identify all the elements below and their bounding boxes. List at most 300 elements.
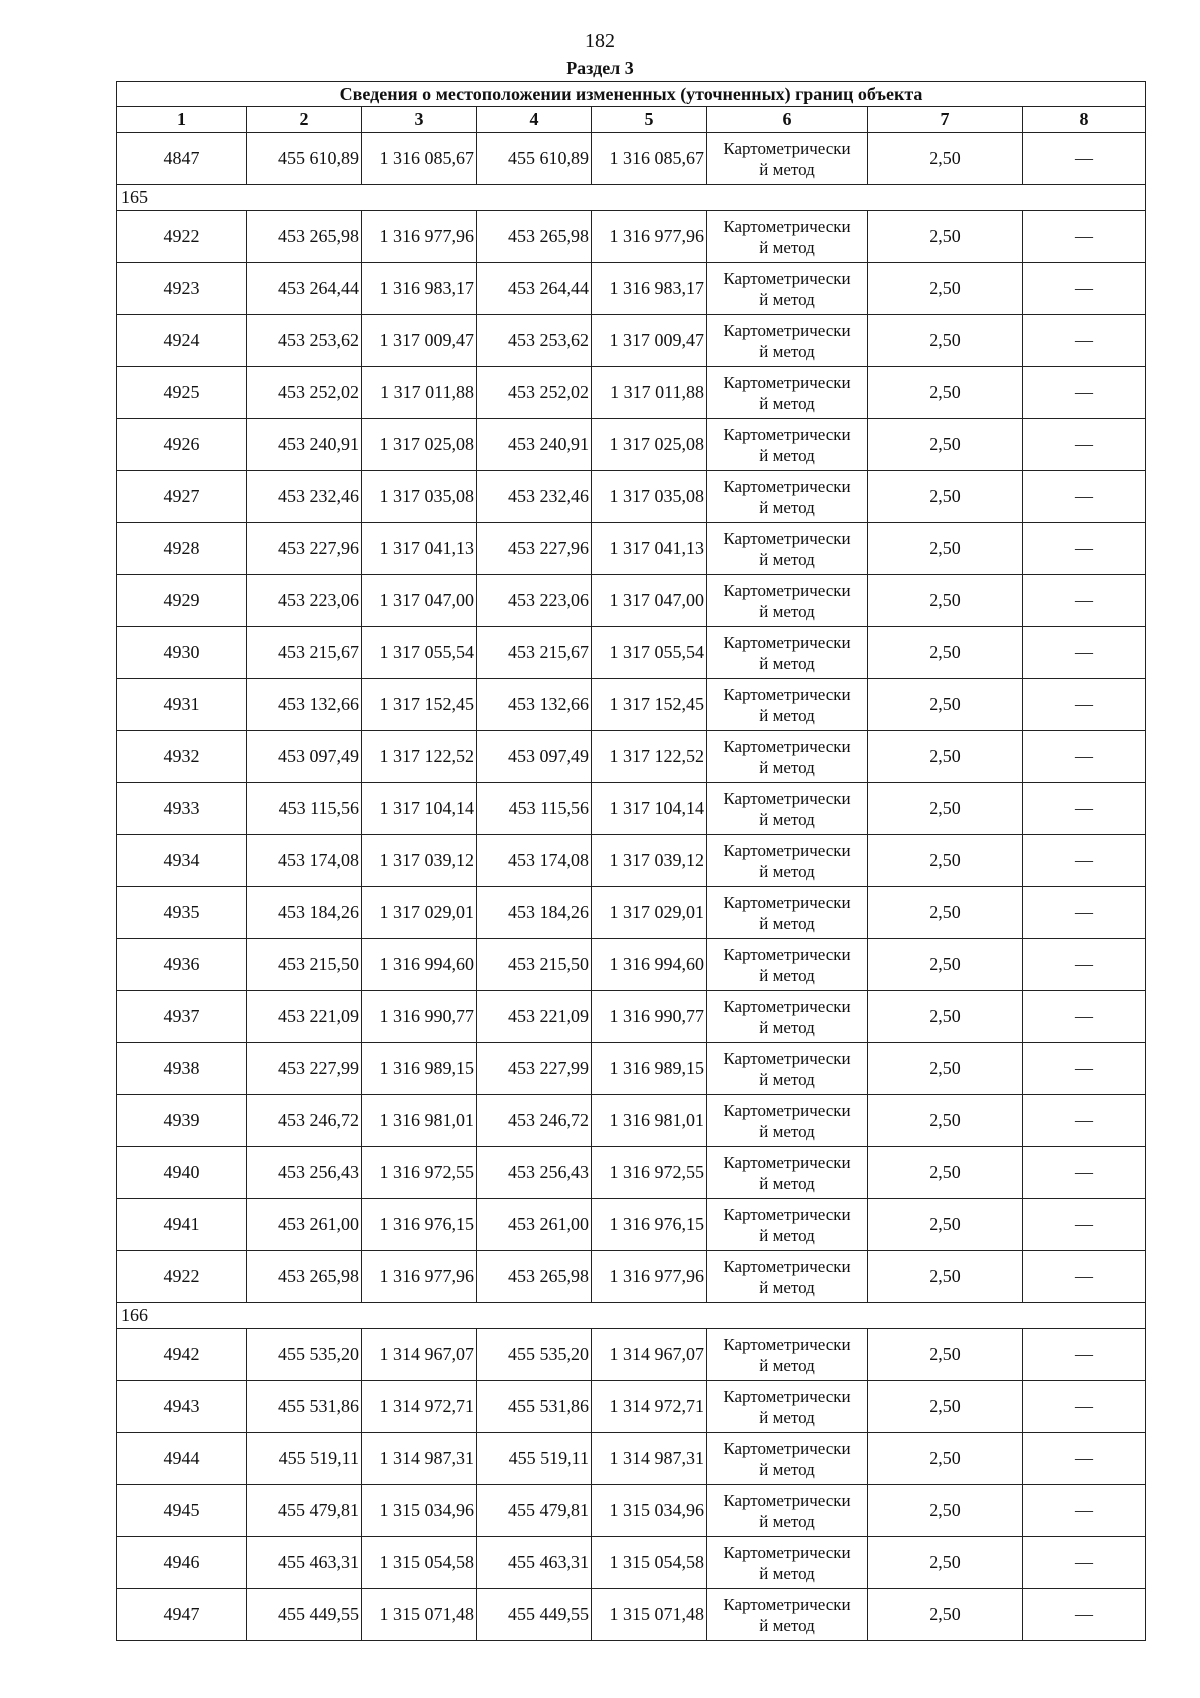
method-line-2: й метод (759, 706, 815, 725)
new-x-cell: 453 232,46 (477, 471, 592, 523)
point-number-cell: 4938 (117, 1043, 247, 1095)
existing-x-cell: 453 246,72 (247, 1095, 362, 1147)
accuracy-cell: 2,50 (868, 575, 1023, 627)
page-number: 182 (585, 30, 615, 52)
new-y-cell: 1 317 029,01 (592, 887, 707, 939)
accuracy-cell: 2,50 (868, 1199, 1023, 1251)
method-line-1: Картометрически (723, 997, 851, 1016)
method-cell (707, 783, 868, 835)
accuracy-cell: 2,50 (868, 523, 1023, 575)
method-cell (707, 419, 868, 471)
method-line-1: Картометрически (723, 425, 851, 444)
column-8-cell: — (1023, 1199, 1146, 1251)
point-number-cell: 4931 (117, 679, 247, 731)
new-y-cell: 1 317 009,47 (592, 315, 707, 367)
method-line-1: Картометрически (723, 1387, 851, 1406)
method-line-1: Картометрически (723, 139, 851, 158)
new-y-cell: 1 315 034,96 (592, 1485, 707, 1537)
existing-x-cell: 453 115,56 (247, 783, 362, 835)
method-line-1: Картометрически (723, 269, 851, 288)
existing-y-cell: 1 315 034,96 (362, 1485, 477, 1537)
existing-x-cell: 453 223,06 (247, 575, 362, 627)
point-number-cell: 4924 (117, 315, 247, 367)
method-line-1: Картометрически (723, 1335, 851, 1354)
existing-x-cell: 453 174,08 (247, 835, 362, 887)
new-y-cell: 1 317 122,52 (592, 731, 707, 783)
method-line-1: Картометрически (723, 737, 851, 756)
existing-y-cell: 1 314 987,31 (362, 1433, 477, 1485)
method-cell (707, 211, 868, 263)
method-line-1: Картометрически (723, 1595, 851, 1614)
existing-y-cell: 1 317 011,88 (362, 367, 477, 419)
point-number-cell: 4929 (117, 575, 247, 627)
method-cell (707, 1251, 868, 1303)
method-line-2: й метод (759, 238, 815, 257)
new-y-cell: 1 316 989,15 (592, 1043, 707, 1095)
existing-x-cell: 453 265,98 (247, 1251, 362, 1303)
method-cell (707, 1589, 868, 1641)
table-caption: Сведения о местоположении измененных (уточненных) границ объекта (117, 82, 1146, 107)
table-row (117, 523, 1146, 575)
method-cell (707, 1433, 868, 1485)
table-row (117, 1433, 1146, 1485)
method-cell (707, 133, 868, 185)
column-number: 6 (707, 107, 868, 133)
accuracy-cell: 2,50 (868, 835, 1023, 887)
new-y-cell: 1 316 976,15 (592, 1199, 707, 1251)
column-number-row (117, 107, 1146, 133)
method-line-2: й метод (759, 1408, 815, 1427)
existing-y-cell: 1 317 152,45 (362, 679, 477, 731)
existing-y-cell: 1 316 972,55 (362, 1147, 477, 1199)
table-row (117, 133, 1146, 185)
method-line-2: й метод (759, 1616, 815, 1635)
group-label: 165 (117, 185, 1146, 211)
point-number-cell: 4942 (117, 1329, 247, 1381)
method-cell (707, 835, 868, 887)
point-number-cell: 4925 (117, 367, 247, 419)
accuracy-cell: 2,50 (868, 1433, 1023, 1485)
table-row (117, 887, 1146, 939)
table-row (117, 1199, 1146, 1251)
method-line-2: й метод (759, 550, 815, 569)
method-line-2: й метод (759, 966, 815, 985)
point-number-cell: 4939 (117, 1095, 247, 1147)
new-y-cell: 1 317 025,08 (592, 419, 707, 471)
table-row (117, 627, 1146, 679)
new-x-cell: 453 215,50 (477, 939, 592, 991)
new-x-cell: 453 252,02 (477, 367, 592, 419)
table-row (117, 263, 1146, 315)
method-line-2: й метод (759, 1278, 815, 1297)
existing-x-cell: 455 610,89 (247, 133, 362, 185)
method-line-2: й метод (759, 1174, 815, 1193)
existing-y-cell: 1 317 104,14 (362, 783, 477, 835)
accuracy-cell: 2,50 (868, 1147, 1023, 1199)
column-8-cell: — (1023, 731, 1146, 783)
new-x-cell: 453 240,91 (477, 419, 592, 471)
method-line-2: й метод (759, 1460, 815, 1479)
new-x-cell: 453 132,66 (477, 679, 592, 731)
method-cell (707, 731, 868, 783)
existing-y-cell: 1 316 976,15 (362, 1199, 477, 1251)
existing-x-cell: 453 215,50 (247, 939, 362, 991)
accuracy-cell: 2,50 (868, 263, 1023, 315)
point-number-cell: 4941 (117, 1199, 247, 1251)
accuracy-cell: 2,50 (868, 315, 1023, 367)
column-8-cell: — (1023, 1433, 1146, 1485)
new-x-cell: 453 184,26 (477, 887, 592, 939)
column-8-cell: — (1023, 1147, 1146, 1199)
existing-x-cell: 453 184,26 (247, 887, 362, 939)
method-line-2: й метод (759, 758, 815, 777)
column-8-cell: — (1023, 1589, 1146, 1641)
method-cell (707, 1485, 868, 1537)
accuracy-cell: 2,50 (868, 1589, 1023, 1641)
existing-y-cell: 1 316 981,01 (362, 1095, 477, 1147)
existing-x-cell: 453 240,91 (247, 419, 362, 471)
table-row (117, 471, 1146, 523)
new-x-cell: 453 246,72 (477, 1095, 592, 1147)
method-line-1: Картометрически (723, 789, 851, 808)
existing-y-cell: 1 316 990,77 (362, 991, 477, 1043)
method-cell (707, 1147, 868, 1199)
point-number-cell: 4945 (117, 1485, 247, 1537)
method-line-1: Картометрически (723, 841, 851, 860)
column-number: 2 (247, 107, 362, 133)
column-8-cell: — (1023, 1251, 1146, 1303)
new-x-cell: 455 463,31 (477, 1537, 592, 1589)
existing-x-cell: 453 132,66 (247, 679, 362, 731)
existing-y-cell: 1 317 122,52 (362, 731, 477, 783)
column-8-cell: — (1023, 315, 1146, 367)
column-8-cell: — (1023, 1043, 1146, 1095)
point-number-cell: 4944 (117, 1433, 247, 1485)
new-x-cell: 453 265,98 (477, 1251, 592, 1303)
new-x-cell: 453 256,43 (477, 1147, 592, 1199)
point-number-cell: 4847 (117, 133, 247, 185)
accuracy-cell: 2,50 (868, 211, 1023, 263)
new-x-cell: 455 610,89 (477, 133, 592, 185)
new-y-cell: 1 317 104,14 (592, 783, 707, 835)
column-8-cell: — (1023, 1329, 1146, 1381)
table-row (117, 1329, 1146, 1381)
group-row (117, 185, 1146, 211)
column-number: 7 (868, 107, 1023, 133)
column-8-cell: — (1023, 1485, 1146, 1537)
existing-x-cell: 453 261,00 (247, 1199, 362, 1251)
method-line-2: й метод (759, 1122, 815, 1141)
existing-y-cell: 1 317 029,01 (362, 887, 477, 939)
table-row (117, 1043, 1146, 1095)
group-label: 166 (117, 1303, 1146, 1329)
method-cell (707, 939, 868, 991)
existing-y-cell: 1 316 977,96 (362, 1251, 477, 1303)
method-line-1: Картометрически (723, 217, 851, 236)
existing-x-cell: 453 215,67 (247, 627, 362, 679)
table-row (117, 835, 1146, 887)
method-line-1: Картометрически (723, 1543, 851, 1562)
table-row (117, 1537, 1146, 1589)
method-line-2: й метод (759, 810, 815, 829)
accuracy-cell: 2,50 (868, 731, 1023, 783)
method-line-1: Картометрически (723, 1491, 851, 1510)
new-y-cell: 1 315 071,48 (592, 1589, 707, 1641)
existing-x-cell: 453 256,43 (247, 1147, 362, 1199)
method-line-1: Картометрически (723, 321, 851, 340)
new-y-cell: 1 316 085,67 (592, 133, 707, 185)
new-x-cell: 453 253,62 (477, 315, 592, 367)
existing-y-cell: 1 317 047,00 (362, 575, 477, 627)
accuracy-cell: 2,50 (868, 939, 1023, 991)
existing-x-cell: 453 221,09 (247, 991, 362, 1043)
new-x-cell: 453 264,44 (477, 263, 592, 315)
method-line-1: Картометрически (723, 477, 851, 496)
method-line-2: й метод (759, 1018, 815, 1037)
new-y-cell: 1 317 039,12 (592, 835, 707, 887)
method-line-1: Картометрически (723, 893, 851, 912)
method-line-2: й метод (759, 1564, 815, 1583)
group-row (117, 1303, 1146, 1329)
point-number-cell: 4940 (117, 1147, 247, 1199)
existing-x-cell: 453 227,99 (247, 1043, 362, 1095)
new-x-cell: 455 531,86 (477, 1381, 592, 1433)
new-x-cell: 455 519,11 (477, 1433, 592, 1485)
new-y-cell: 1 316 983,17 (592, 263, 707, 315)
new-x-cell: 453 097,49 (477, 731, 592, 783)
new-x-cell: 453 227,96 (477, 523, 592, 575)
point-number-cell: 4943 (117, 1381, 247, 1433)
method-cell (707, 471, 868, 523)
existing-y-cell: 1 317 035,08 (362, 471, 477, 523)
table-row (117, 991, 1146, 1043)
method-line-1: Картометрически (723, 1205, 851, 1224)
column-8-cell: — (1023, 887, 1146, 939)
accuracy-cell: 2,50 (868, 783, 1023, 835)
existing-x-cell: 453 252,02 (247, 367, 362, 419)
column-8-cell: — (1023, 133, 1146, 185)
column-8-cell: — (1023, 211, 1146, 263)
method-cell (707, 679, 868, 731)
method-line-1: Картометрически (723, 581, 851, 600)
column-8-cell: — (1023, 523, 1146, 575)
column-number: 1 (117, 107, 247, 133)
method-cell (707, 1199, 868, 1251)
accuracy-cell: 2,50 (868, 1095, 1023, 1147)
existing-y-cell: 1 316 977,96 (362, 211, 477, 263)
method-cell (707, 991, 868, 1043)
method-line-1: Картометрически (723, 945, 851, 964)
table-row (117, 1485, 1146, 1537)
existing-x-cell: 453 232,46 (247, 471, 362, 523)
new-x-cell: 453 115,56 (477, 783, 592, 835)
method-line-1: Картометрически (723, 373, 851, 392)
existing-x-cell: 455 531,86 (247, 1381, 362, 1433)
point-number-cell: 4930 (117, 627, 247, 679)
accuracy-cell: 2,50 (868, 1329, 1023, 1381)
point-number-cell: 4933 (117, 783, 247, 835)
method-cell (707, 1329, 868, 1381)
new-y-cell: 1 314 987,31 (592, 1433, 707, 1485)
existing-y-cell: 1 316 994,60 (362, 939, 477, 991)
new-x-cell: 453 215,67 (477, 627, 592, 679)
new-x-cell: 453 174,08 (477, 835, 592, 887)
table-row (117, 939, 1146, 991)
point-number-cell: 4922 (117, 1251, 247, 1303)
column-8-cell: — (1023, 367, 1146, 419)
method-line-2: й метод (759, 654, 815, 673)
existing-x-cell: 453 264,44 (247, 263, 362, 315)
new-y-cell: 1 316 977,96 (592, 1251, 707, 1303)
new-y-cell: 1 317 035,08 (592, 471, 707, 523)
existing-y-cell: 1 316 989,15 (362, 1043, 477, 1095)
method-line-2: й метод (759, 1070, 815, 1089)
existing-y-cell: 1 314 972,71 (362, 1381, 477, 1433)
method-cell (707, 367, 868, 419)
new-y-cell: 1 317 047,00 (592, 575, 707, 627)
method-line-1: Картометрически (723, 1049, 851, 1068)
column-8-cell: — (1023, 679, 1146, 731)
new-y-cell: 1 316 977,96 (592, 211, 707, 263)
existing-x-cell: 453 227,96 (247, 523, 362, 575)
existing-x-cell: 453 253,62 (247, 315, 362, 367)
new-y-cell: 1 316 990,77 (592, 991, 707, 1043)
point-number-cell: 4923 (117, 263, 247, 315)
new-y-cell: 1 316 972,55 (592, 1147, 707, 1199)
table-row (117, 783, 1146, 835)
method-line-2: й метод (759, 342, 815, 361)
column-8-cell: — (1023, 419, 1146, 471)
method-cell (707, 523, 868, 575)
new-y-cell: 1 314 972,71 (592, 1381, 707, 1433)
accuracy-cell: 2,50 (868, 133, 1023, 185)
existing-y-cell: 1 317 055,54 (362, 627, 477, 679)
method-cell (707, 1537, 868, 1589)
column-8-cell: — (1023, 627, 1146, 679)
new-y-cell: 1 315 054,58 (592, 1537, 707, 1589)
table-row (117, 419, 1146, 471)
table-row (117, 1147, 1146, 1199)
new-x-cell: 455 479,81 (477, 1485, 592, 1537)
column-8-cell: — (1023, 1095, 1146, 1147)
table-row (117, 731, 1146, 783)
point-number-cell: 4936 (117, 939, 247, 991)
method-line-1: Картометрически (723, 1153, 851, 1172)
column-8-cell: — (1023, 783, 1146, 835)
existing-y-cell: 1 317 039,12 (362, 835, 477, 887)
method-line-2: й метод (759, 394, 815, 413)
accuracy-cell: 2,50 (868, 1537, 1023, 1589)
method-cell (707, 315, 868, 367)
existing-x-cell: 455 479,81 (247, 1485, 362, 1537)
accuracy-cell: 2,50 (868, 367, 1023, 419)
new-y-cell: 1 314 967,07 (592, 1329, 707, 1381)
point-number-cell: 4922 (117, 211, 247, 263)
new-x-cell: 453 227,99 (477, 1043, 592, 1095)
existing-y-cell: 1 314 967,07 (362, 1329, 477, 1381)
existing-x-cell: 453 097,49 (247, 731, 362, 783)
new-y-cell: 1 317 055,54 (592, 627, 707, 679)
method-line-2: й метод (759, 1356, 815, 1375)
table-row (117, 575, 1146, 627)
method-cell (707, 575, 868, 627)
new-x-cell: 455 535,20 (477, 1329, 592, 1381)
new-x-cell: 455 449,55 (477, 1589, 592, 1641)
column-8-cell: — (1023, 575, 1146, 627)
accuracy-cell: 2,50 (868, 419, 1023, 471)
accuracy-cell: 2,50 (868, 1251, 1023, 1303)
accuracy-cell: 2,50 (868, 1381, 1023, 1433)
new-x-cell: 453 265,98 (477, 211, 592, 263)
table-row (117, 1095, 1146, 1147)
existing-y-cell: 1 315 071,48 (362, 1589, 477, 1641)
point-number-cell: 4946 (117, 1537, 247, 1589)
method-line-2: й метод (759, 160, 815, 179)
existing-x-cell: 455 463,31 (247, 1537, 362, 1589)
existing-x-cell: 455 519,11 (247, 1433, 362, 1485)
accuracy-cell: 2,50 (868, 1043, 1023, 1095)
existing-y-cell: 1 316 085,67 (362, 133, 477, 185)
point-number-cell: 4927 (117, 471, 247, 523)
new-y-cell: 1 316 994,60 (592, 939, 707, 991)
point-number-cell: 4926 (117, 419, 247, 471)
method-cell (707, 887, 868, 939)
method-cell (707, 1043, 868, 1095)
column-8-cell: — (1023, 991, 1146, 1043)
table-row (117, 679, 1146, 731)
coordinates-table (116, 81, 1146, 1641)
point-number-cell: 4935 (117, 887, 247, 939)
method-line-1: Картометрически (723, 1101, 851, 1120)
new-y-cell: 1 316 981,01 (592, 1095, 707, 1147)
point-number-cell: 4934 (117, 835, 247, 887)
method-cell (707, 627, 868, 679)
method-line-1: Картометрически (723, 1439, 851, 1458)
new-x-cell: 453 261,00 (477, 1199, 592, 1251)
method-line-2: й метод (759, 498, 815, 517)
table-row (117, 1381, 1146, 1433)
new-y-cell: 1 317 152,45 (592, 679, 707, 731)
method-line-2: й метод (759, 1226, 815, 1245)
column-number: 4 (477, 107, 592, 133)
existing-y-cell: 1 317 041,13 (362, 523, 477, 575)
method-line-2: й метод (759, 862, 815, 881)
table-body (117, 133, 1146, 1641)
method-line-1: Картометрически (723, 1257, 851, 1276)
new-y-cell: 1 317 041,13 (592, 523, 707, 575)
accuracy-cell: 2,50 (868, 627, 1023, 679)
table-row (117, 315, 1146, 367)
table-row (117, 367, 1146, 419)
existing-x-cell: 455 535,20 (247, 1329, 362, 1381)
column-8-cell: — (1023, 471, 1146, 523)
method-cell (707, 263, 868, 315)
existing-x-cell: 455 449,55 (247, 1589, 362, 1641)
table-row (117, 1251, 1146, 1303)
method-line-1: Картометрически (723, 633, 851, 652)
method-line-2: й метод (759, 446, 815, 465)
column-8-cell: — (1023, 1537, 1146, 1589)
method-line-2: й метод (759, 290, 815, 309)
existing-x-cell: 453 265,98 (247, 211, 362, 263)
existing-y-cell: 1 317 025,08 (362, 419, 477, 471)
new-y-cell: 1 317 011,88 (592, 367, 707, 419)
accuracy-cell: 2,50 (868, 679, 1023, 731)
method-cell (707, 1095, 868, 1147)
new-x-cell: 453 221,09 (477, 991, 592, 1043)
column-8-cell: — (1023, 263, 1146, 315)
existing-y-cell: 1 317 009,47 (362, 315, 477, 367)
